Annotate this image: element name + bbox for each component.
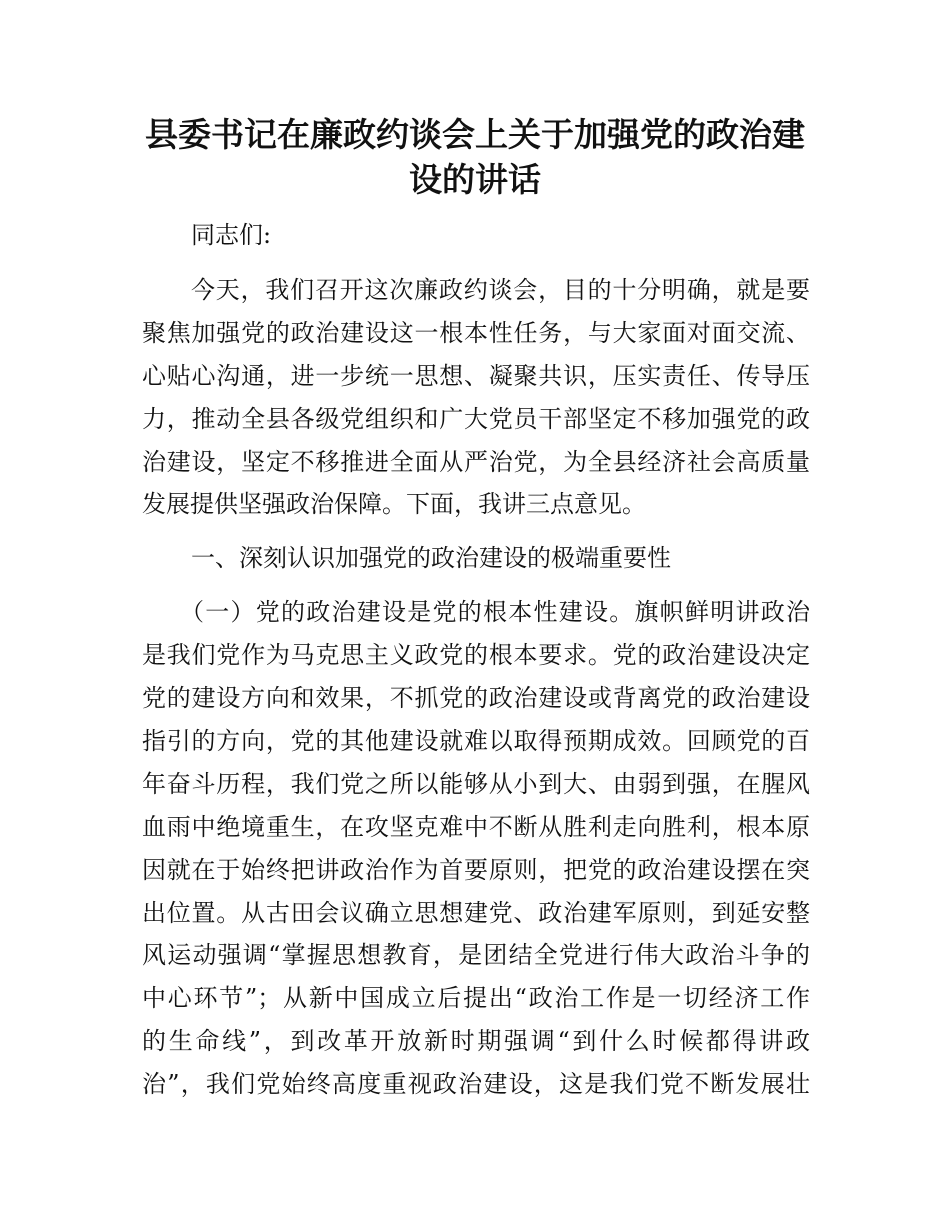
- document-title-line-2: 设的讲话: [409, 160, 541, 199]
- salutation: 同志们:: [191, 221, 272, 249]
- paragraph-line: 指引的方向，党的其他建设就难以取得预期成效。回顾党的百: [142, 727, 810, 755]
- paragraph-line: 治建设，坚定不移推进全面从严治党，为全县经济社会高质量: [142, 448, 810, 476]
- paragraph-line: 因就在于始终把讲政治作为首要原则，把党的政治建设摆在突: [142, 856, 810, 884]
- paragraph-line: 风运动强调“掌握思想教育，是团结全党进行伟大政治斗争的: [142, 941, 810, 969]
- paragraph-line: 是我们党作为马克思主义政党的根本要求。党的政治建设决定: [142, 641, 810, 669]
- paragraph-line: 治”，我们党始终高度重视政治建设，这是我们党不断发展壮: [142, 1070, 810, 1098]
- paragraph-line: 出位置。从古田会议确立思想建党、政治建军原则，到延安整: [142, 899, 810, 927]
- paragraph-line: 心贴心沟通，进一步统一思想、凝聚共识，压实责任、传导压: [142, 362, 810, 390]
- paragraph-line: 中心环节”；从新中国成立后提出“政治工作是一切经济工作: [142, 984, 810, 1012]
- paragraph-line: （一）党的政治建设是党的根本性建设。旗帜鲜明讲政治: [180, 598, 810, 626]
- paragraph-line: 聚焦加强党的政治建设这一根本性任务，与大家面对面交流、: [142, 319, 810, 347]
- section-heading: 一、深刻认识加强党的政治建设的极端重要性: [191, 544, 671, 572]
- paragraph-line: 今天，我们召开这次廉政约谈会，目的十分明确，就是要: [191, 276, 810, 304]
- paragraph-line: 党的建设方向和效果，不抓党的政治建设或背离党的政治建设: [142, 684, 810, 712]
- paragraph-line: 血雨中绝境重生，在攻坚克难中不断从胜利走向胜利，根本原: [142, 813, 810, 841]
- paragraph-line: 力，推动全县各级党组织和广大党员干部坚定不移加强党的政: [142, 405, 810, 433]
- paragraph-line: 年奋斗历程，我们党之所以能够从小到大、由弱到强，在腥风: [142, 770, 810, 798]
- paragraph-line: 发展提供坚强政治保障。下面，我讲三点意见。: [142, 490, 646, 518]
- document-title-line-1: 县委书记在廉政约谈会上关于加强党的政治建: [145, 115, 805, 154]
- paragraph-line: 的生命线”，到改革开放新时期强调“到什么时候都得讲政: [142, 1027, 810, 1055]
